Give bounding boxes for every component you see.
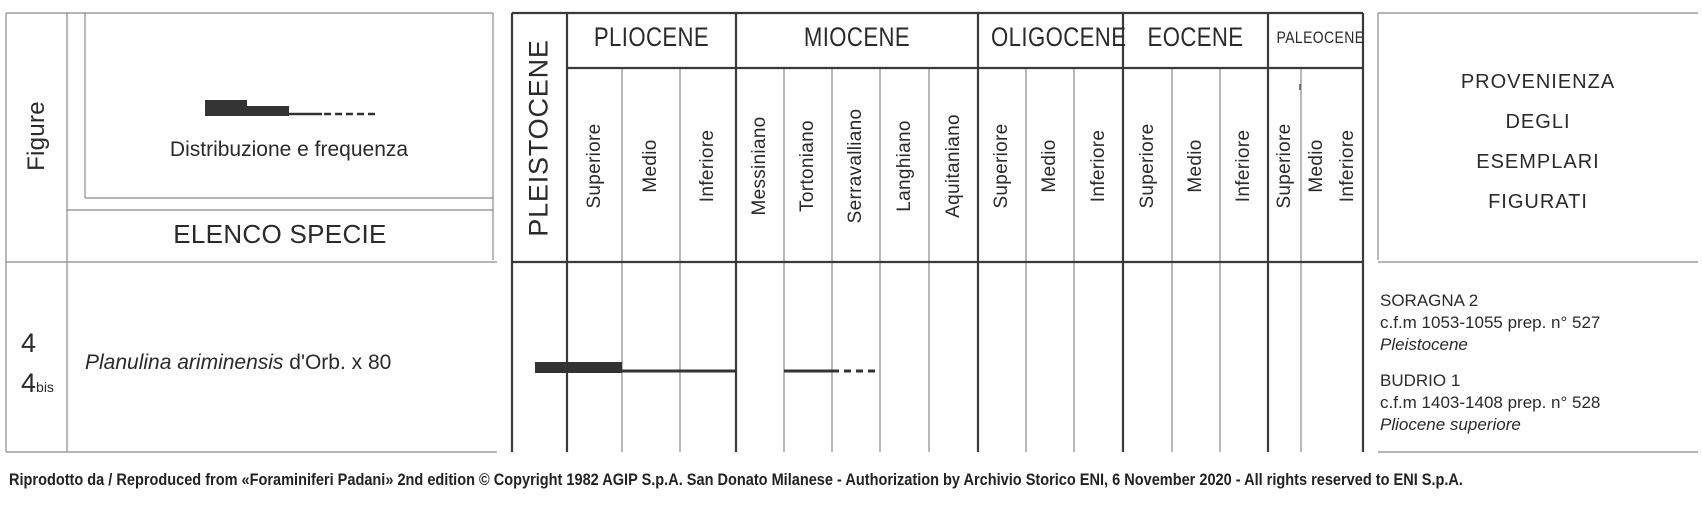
species-author-magnification: d'Orb. x 80 [283, 351, 392, 374]
stage-header-inferiore: Inferiore [1233, 129, 1254, 203]
legend-sample-bar [205, 100, 375, 116]
provenance-header-line: ESEMPLARI [1476, 151, 1600, 173]
era-header-oligocene: OLIGOCENE [991, 22, 1127, 52]
provenance-detail: c.f.m 1403-1408 prep. n° 528 [1380, 393, 1601, 412]
stage-header-medio: Medio [1039, 139, 1060, 193]
stage-header-inferiore: Inferiore [1087, 129, 1109, 203]
stage-header-medio: Medio [1306, 139, 1327, 193]
copyright-credit: Riprodotto da / Reproduced from «Foraminiferi Padani» 2nd edition © Copyright 1982 AGIP S.p.A. San Donato Milanese - Authorization by Archivio Storico ENI, 6 November 2020 - All rights reserved to ENI S.p.A. [9, 470, 1463, 489]
distribution-bars [535, 362, 880, 373]
provenance-entry [1380, 370, 1600, 436]
provenance-age: Pliocene superiore [1380, 415, 1521, 434]
figure-number-suffix: bis [36, 379, 54, 395]
figure-column-header: Figure [23, 101, 50, 171]
stage-header-superiore: Superiore [583, 123, 605, 209]
distribution-bar-pliocene-superiore [567, 362, 622, 373]
stage-header-tortoniano: Tortoniano [797, 120, 818, 212]
stage-header-inferiore: Inferiore [697, 129, 718, 203]
species-list-title: ELENCO SPECIE [173, 219, 387, 249]
provenance-detail: c.f.m 1053-1055 prep. n° 527 [1380, 313, 1601, 332]
species-name [85, 351, 391, 375]
stage-header-superiore: Superiore [991, 123, 1012, 209]
figure-number: 4 [21, 328, 37, 358]
era-header-paleocene: PALEOCENE [1276, 28, 1365, 47]
provenance-site: BUDRIO 1 [1380, 371, 1461, 390]
era-header-pliocene: PLIOCENE [593, 22, 710, 52]
species-binomial: Planulina ariminensis [85, 351, 284, 374]
stage-header-messiniano: Messiniano [749, 116, 770, 216]
provenance-age: Pleistocene [1380, 335, 1468, 354]
distribution-bar-pleistocene [535, 362, 567, 373]
provenance-site: SORAGNA 2 [1380, 291, 1479, 310]
provenance-entry [1380, 290, 1600, 356]
stage-header-aquitaniano: Aquitaniano [942, 114, 964, 218]
stage-header-superiore: Superiore [1136, 123, 1158, 209]
provenance-header [1378, 62, 1698, 222]
pleistocene-header: PLEISTOCENE [523, 39, 554, 237]
era-header-eocene: EOCENE [1147, 22, 1244, 52]
stage-header-serravalliano: Serravalliano [845, 108, 866, 224]
figure-number-bis [21, 368, 54, 399]
stage-header-superiore: Superiore [1273, 123, 1295, 209]
era-header-miocene: MIOCENE [803, 22, 911, 52]
provenance-header-line: PROVENIENZA [1460, 71, 1616, 93]
provenance-header-line: FIGURATI [1488, 191, 1588, 213]
stage-header-medio: Medio [640, 139, 661, 193]
legend-label: Distribuzione e frequenza [169, 138, 409, 161]
figure-number-main: 4 [21, 368, 37, 398]
stage-header-inferiore: Inferiore [1337, 129, 1358, 203]
provenance-header-line: DEGLI [1505, 111, 1571, 133]
stage-header-medio: Medio [1185, 139, 1206, 193]
stage-header-langhiano: Langhiano [893, 120, 915, 212]
